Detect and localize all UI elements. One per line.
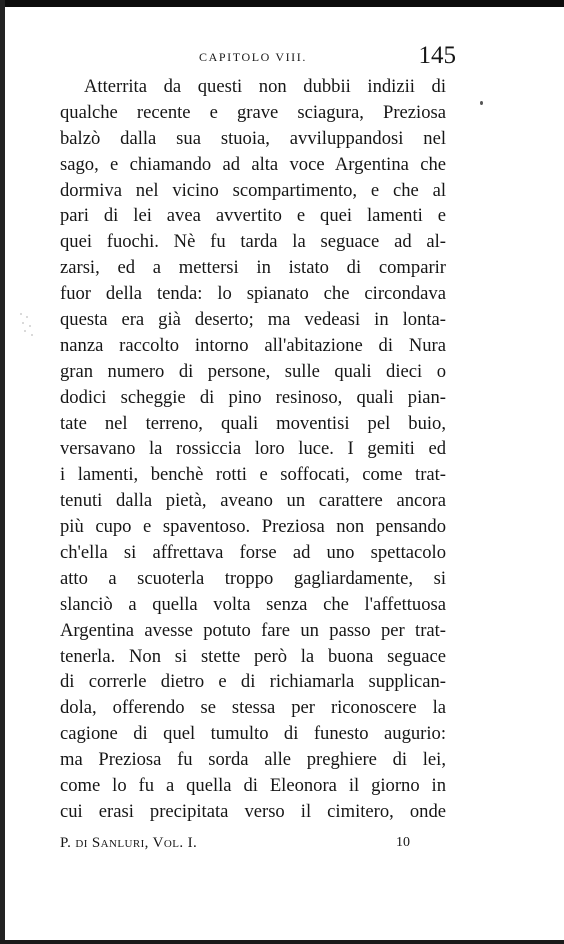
signature-line: P. di Sanluri, Vol. I.	[60, 834, 198, 851]
text-line: dodici scheggie di pino resinoso, quali pian-	[60, 386, 446, 408]
text-line: cagione di quel tumulto di funesto augurio:	[60, 723, 446, 745]
text-line: quei fuochi. Nè fu tarda la seguace ad al-	[60, 231, 446, 253]
text-line: fuor della tenda: lo spianato che circondava	[60, 283, 446, 305]
chapter-heading: CAPITOLO VIII.	[199, 50, 307, 64]
text-line: tenerla. Non si stette però la buona seguace	[60, 645, 446, 667]
text-line: atto a scuoterla troppo gagliardamente, si	[60, 567, 446, 589]
left-page-edge	[0, 0, 5, 944]
text-line: Argentina avesse potuto fare un passo per trat-	[60, 619, 446, 641]
margin-mark	[480, 101, 483, 105]
text-line: dormiva nel vicino scompartimento, e che al	[60, 179, 446, 201]
top-edge-rule	[0, 0, 564, 7]
page-footer	[60, 835, 446, 857]
text-line: di correrle dietro e di richiamarla supplican-	[60, 671, 446, 693]
text-line: tate nel terreno, quali moventisi pel buio,	[60, 412, 446, 434]
text-line: nanza raccolto intorno all'abitazione di Nura	[60, 334, 446, 356]
text-line: più cupo e spaventoso. Preziosa non pensando	[60, 516, 446, 538]
text-line: sago, e chiamando ad alta voce Argentina che	[60, 153, 446, 175]
running-head	[60, 40, 456, 74]
book-page	[60, 40, 456, 857]
text-line: ch'ella si affrettava forse ad uno spettacolo	[60, 542, 446, 564]
text-line: versavano la rossiccia loro luce. I gemiti ed	[60, 438, 446, 460]
text-line: qualche recente e grave sciagura, Preziosa	[60, 101, 446, 123]
text-line: dola, offerendo se stessa per riconoscere la	[60, 697, 446, 719]
text-line: Atterrita da questi non dubbii indizii di	[84, 76, 446, 97]
text-line: cui erasi precipitata verso il cimitero, onde	[60, 800, 446, 822]
text-line: gran numero di persone, sulle quali dieci o	[60, 360, 446, 382]
text-line: slanciò a quella volta senza che l'affettuosa	[60, 593, 446, 615]
text-line: tenuti dalla pietà, aveano un carattere ancora	[60, 490, 446, 512]
bottom-edge-rule	[0, 940, 564, 944]
text-line: come lo fu a quella di Eleonora il giorno in	[60, 775, 446, 797]
text-line: questa era già deserto; ma vedeasi in lonta-	[60, 309, 446, 331]
page-number: 145	[418, 42, 456, 69]
signature-number: 10	[396, 834, 410, 850]
text-line: i lamenti, benchè rotti e soffocati, come trat-	[60, 464, 446, 486]
paper-stain	[18, 310, 34, 340]
text-line: balzò dalla sua stuoia, avviluppandosi nel	[60, 127, 446, 149]
text-line: zarsi, ed a mettersi in istato di comparir	[60, 257, 446, 279]
text-line: ma Preziosa fu sorda alle preghiere di lei,	[60, 749, 446, 771]
text-line: pari di lei avea avvertito e quei lamenti e	[60, 205, 446, 227]
body-text	[60, 74, 446, 825]
